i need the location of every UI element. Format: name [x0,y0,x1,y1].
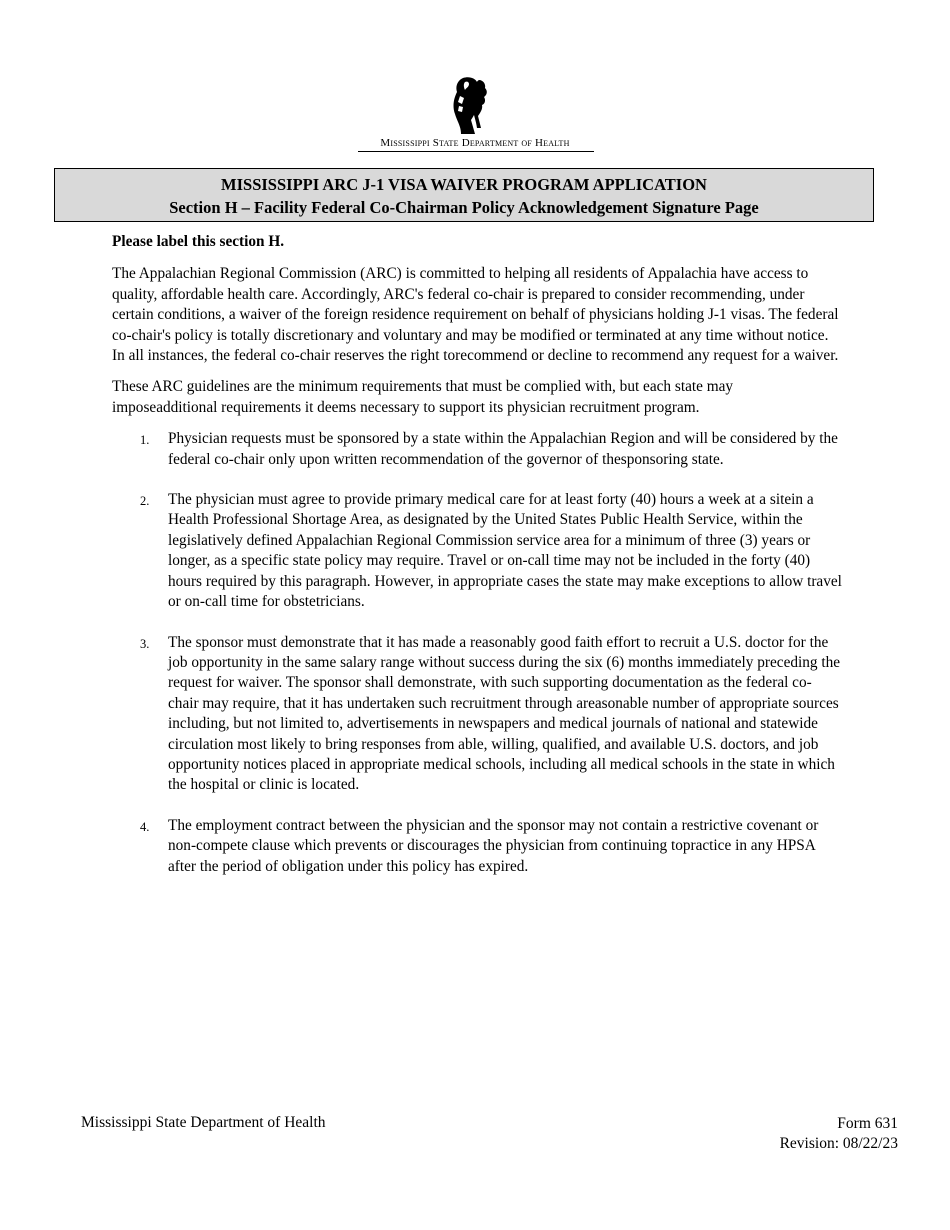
logo-text-state: State [432,137,459,149]
list-item-number: 2. [140,494,150,509]
title-box [54,168,874,222]
list-item-number: 3. [140,636,150,651]
list-item-number: 1. [140,433,150,448]
document-body [112,232,842,897]
list-item [112,816,842,877]
list-item [112,633,842,796]
list-item-text: The sponsor must demonstrate that it has made a reasonably good faith effort to recruit a U.S. doctor for the job opportunity in the same salary range without success during the six (6) months immediately preceding the request for waiver. The sponsor shall demonstrate, with such supporting documentation as the federal co-chair may require, that it has undertaken such recruitment through areasonable number of appropriate sources including, but not limited to, advertisements in newspapers and medical journals of national and statewide circulation most likely to bring responses from able, willing, qualified, and available U.S. doctors, and job opportunity notices placed in appropriate medical schools, including all medical schools in the state in which the hospital or clinic is located. [168,633,841,794]
logo-underline [358,151,594,152]
logo-text-mississippi: Mississippi [380,137,430,149]
list-item-text: The employment contract between the physician and the sponsor may not contain a restrictive covenant or non-compete clause which prevents or discourages the physician from continuing topractice in any HPSA after the period of obligation under this policy has expired. [168,816,819,875]
intro-paragraph: The Appalachian Regional Commission (ARC) is committed to helping all residents of Appalachia have access to quality, affordable health care. Accordingly, ARC's federal co-chair is prepared to consider recommending, under certain conditions, a waiver of the foreign residence requirement on behalf of physicians holding J-1 visas. The federal co-chair's policy is totally discretionary and voluntary and may be modified or terminated at any time without notice. In all instances, the federal co-chair reserves the right torecommend or decline to recommend any request for a waiver. [112,265,839,365]
header-logo [0,76,950,156]
logo-text-department: Department [461,137,519,149]
list-item-text: The physician must agree to provide primary medical care for at least forty (40) hours a week at a sitein a Health Professional Shortage Area, as designated by the United States Public Health Service, within the legislatively defined Appalachian Regional Commission service area for a minimum of three (3) years or longer, as a specific state policy may require. Travel or on-call time may not be included in the forty (40) hours required by this paragraph. However, in appropriate cases the state may make exceptions to allow travel or on-call time for obstetricians. [168,491,842,611]
logo-text-health: Health [534,137,570,149]
title-line-2: Section H – Facility Federal Co-Chairman Policy Acknowledgement Signature Page [169,198,759,217]
logo-wordmark [0,137,950,149]
footer-form-number: Form 631 [837,1115,898,1132]
footer-form-info [780,1114,898,1154]
guidelines-paragraph: These ARC guidelines are the minimum requirements that must be complied with, but each state may imposeadditional requirements it deems necessary to support its physician recruitment program. [112,378,734,416]
list-item [112,429,842,470]
requirements-list [112,429,842,877]
title-line-1: MISSISSIPPI ARC J-1 VISA WAIVER PROGRAM APPLICATION [221,175,707,194]
logo-text-of: of [521,137,533,149]
list-item-number: 4. [140,819,150,834]
footer-organization: Mississippi State Department of Health [81,1114,326,1131]
list-item [112,490,842,612]
health-department-logo-icon [449,76,491,136]
label-instruction: Please label this section H. [112,233,285,250]
list-item-text: Physician requests must be sponsored by a state within the Appalachian Region and will be considered by the federal co-chair only upon written recommendation of the governor of thesponsoring state. [168,430,838,468]
footer-revision: Revision: 08/22/23 [779,1135,898,1152]
